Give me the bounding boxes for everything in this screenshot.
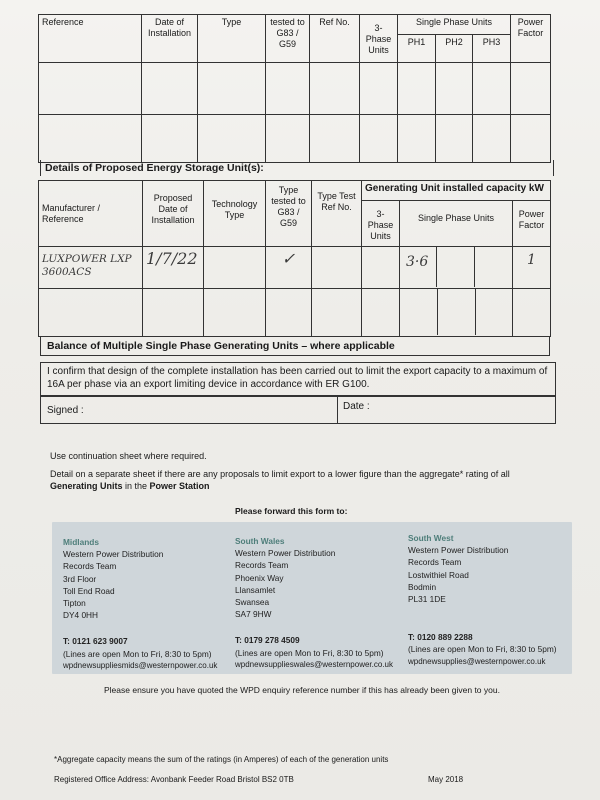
header-type-tested: Type tested to G83 / G59: [266, 181, 312, 247]
address-line: Toll End Road: [63, 585, 115, 596]
header-proposed-date: Proposed Date of Installation: [143, 181, 204, 247]
storage-units-table: [38, 180, 551, 337]
forward-title: Please forward this form to:: [235, 506, 348, 516]
confirmation-box: [40, 362, 556, 396]
address-line: Western Power Distribution: [235, 548, 336, 559]
header-three-phase-units: 3-Phase Units: [362, 201, 400, 247]
header-tested-to: tested to G83 / G59: [266, 15, 310, 63]
header-single-phase: Single Phase Units: [398, 15, 511, 35]
address-line: Llansamlet: [235, 584, 276, 595]
region-phone: T: 0179 278 4509: [235, 635, 300, 646]
address-line: Records Team: [235, 560, 289, 571]
handwritten-capacity: 3·6: [400, 247, 437, 287]
header-manufacturer: Manufacturer / Reference: [39, 181, 143, 247]
header-reference: Reference: [39, 15, 142, 63]
region-name: Midlands: [63, 537, 99, 547]
region-south-wales: [235, 535, 393, 671]
region-phone: T: 0121 623 9007: [63, 636, 128, 647]
address-line: Swansea: [235, 597, 270, 608]
detail-mid: in the: [122, 481, 150, 491]
header-type: Type: [198, 15, 266, 63]
table-row: [39, 247, 551, 289]
address-line: Bodmin: [408, 581, 437, 592]
region-email: wpdnewsuppliesmids@westernpower.co.uk: [63, 660, 218, 670]
header-ph1: PH1: [398, 35, 436, 63]
header-ph2: PH2: [436, 35, 473, 63]
region-hours: (Lines are open Mon to Fri, 8:30 to 5pm): [408, 644, 557, 655]
regions-panel: [52, 522, 572, 674]
checkmark-icon: ✓: [266, 247, 312, 289]
address-line: Western Power Distribution: [408, 545, 509, 556]
address-line: PL31 1DE: [408, 594, 446, 605]
region-email: wpdnewsupplies@westernpower.co.uk: [408, 656, 546, 666]
balance-section-title-box: [40, 336, 550, 356]
footer-address: Registered Office Address: Avonbank Feeder Road Bristol BS2 0TB: [54, 775, 294, 784]
balance-section-title: Balance of Multiple Single Phase Generating Units – where applicable: [47, 340, 395, 352]
header-three-phase: 3-Phase Units: [360, 15, 398, 63]
header-power-factor: Power Factor: [511, 15, 551, 63]
region-south-west: [408, 532, 557, 668]
address-line: Lostwithiel Road: [408, 569, 469, 580]
region-hours: (Lines are open Mon to Fri, 8:30 to 5pm): [63, 648, 212, 659]
address-line: DY4 0HH: [63, 610, 99, 621]
signature-box: [40, 396, 556, 424]
detail-bold-generating-units: Generating Units: [50, 481, 123, 491]
generating-units-table: [38, 14, 551, 163]
region-name: South West: [408, 533, 454, 543]
handwritten-date: 1/7/22: [143, 247, 204, 289]
footnote: *Aggregate capacity means the sum of the ratings (in Amperes) of each of the generation units: [54, 755, 389, 764]
address-line: Tipton: [63, 598, 86, 609]
table-row: [39, 63, 551, 115]
header-ph3: PH3: [473, 35, 511, 63]
table-row: [39, 289, 551, 337]
signed-label: Signed :: [47, 405, 84, 416]
storage-section-title: Details of Proposed Energy Storage Unit(s):: [40, 160, 554, 176]
detail-note: [50, 468, 570, 492]
address-line: SA7 9HW: [235, 609, 272, 620]
confirmation-text: I confirm that design of the complete installation has been carried out to limit the export capacity to a maximum of 16A per phase via an export limiting device in accordance with ER G100.: [47, 366, 548, 390]
date-label: Date :: [343, 401, 370, 412]
table-row: [39, 115, 551, 163]
detail-note-text: Detail on a separate sheet if there are any proposals to limit export to a lower figure than the aggregate* rating of all: [50, 469, 510, 479]
header-power-factor-storage: Power Factor: [513, 201, 551, 247]
region-hours: (Lines are open Mon to Fri, 8:30 to 5pm): [235, 647, 384, 658]
region-midlands: [63, 536, 217, 672]
handwritten-power-factor: 1: [513, 247, 551, 289]
header-type-test-ref: Type Test Ref No.: [312, 181, 362, 247]
address-line: 3rd Floor: [63, 573, 97, 584]
detail-bold-power-station: Power Station: [149, 481, 210, 491]
header-date-of-installation: Date of Installation: [142, 15, 198, 63]
footer-date: May 2018: [428, 775, 464, 784]
enquiry-note: Please ensure you have quoted the WPD enquiry reference number if this has already been given to you.: [104, 685, 500, 695]
address-line: Records Team: [63, 561, 117, 572]
header-capacity: Generating Unit installed capacity kW: [362, 181, 551, 201]
region-name: South Wales: [235, 536, 285, 546]
header-technology-type: Technology Type: [204, 181, 266, 247]
header-single-phase-units: Single Phase Units: [400, 201, 513, 247]
region-email: wpdnewsupplieswales@westernpower.co.uk: [235, 659, 393, 669]
handwritten-manufacturer: LUXPOWER LXP 3600ACS: [39, 247, 143, 289]
address-line: Phoenix Way: [235, 572, 284, 583]
header-ref-no: Ref No.: [310, 15, 360, 63]
region-phone: T: 0120 889 2288: [408, 632, 473, 643]
address-line: Records Team: [408, 557, 462, 568]
continuation-note: Use continuation sheet where required.: [50, 451, 207, 461]
address-line: Western Power Distribution: [63, 549, 164, 560]
